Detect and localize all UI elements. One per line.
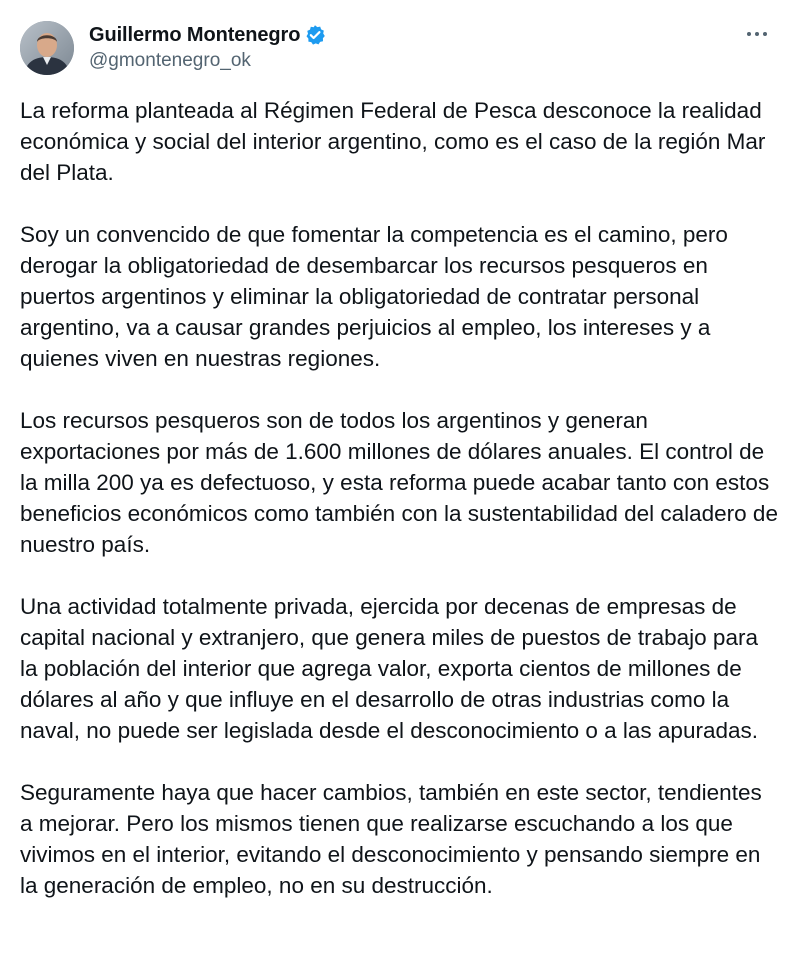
- verified-badge-icon: [304, 24, 326, 46]
- tweet-paragraph: La reforma planteada al Régimen Federal de Pesca desconoce la realidad económica y social del interior argentino, como es el caso de la región Mar del Plata.: [20, 98, 766, 185]
- tweet-paragraph: Los recursos pesqueros son de todos los argentinos y generan exportaciones por más de 1.600 millones de dólares anuales. El control de la milla 200 ya es defectuoso, y esta reforma puede acabar tanto con estos beneficios económicos como también con la sustentabilidad del caladero de nuestro país.: [20, 408, 778, 557]
- tweet-text: [20, 95, 780, 901]
- display-name-row: [89, 22, 326, 48]
- tweet-paragraph: Una actividad totalmente privada, ejercida por decenas de empresas de capital nacional y extranjero, que genera miles de puestos de trabajo para la población del interior que agrega valor, exporta cientos de millones de dólares al año y que influye en el desarrollo de otras industrias como la naval, no puede ser legislada desde el desconocimiento o a las apuradas.: [20, 594, 758, 743]
- tweet-paragraph: Soy un convencido de que fomentar la competencia es el camino, pero derogar la obligatoriedad de desembarcar los recursos pesqueros en puertos argentinos y eliminar la obligatoriedad de contratar personal argentino, va a causar grandes perjuicios al empleo, los intereses y a quienes viven en nuestras regiones.: [20, 222, 728, 371]
- more-options-icon[interactable]: [744, 24, 770, 44]
- tweet-header: [20, 20, 772, 78]
- tweet-paragraph: Seguramente haya que hacer cambios, también en este sector, tendientes a mejorar. Pero los mismos tienen que realizarse escuchando a los que vivimos en el interior, evitando el desconocimiento y pensando siempre en la generación de empleo, no en su destrucción.: [20, 780, 762, 898]
- author-handle[interactable]: @gmontenegro_ok: [89, 50, 251, 71]
- display-name[interactable]: Guillermo Montenegro: [89, 23, 301, 46]
- author-names: [89, 22, 326, 72]
- avatar[interactable]: [20, 21, 74, 75]
